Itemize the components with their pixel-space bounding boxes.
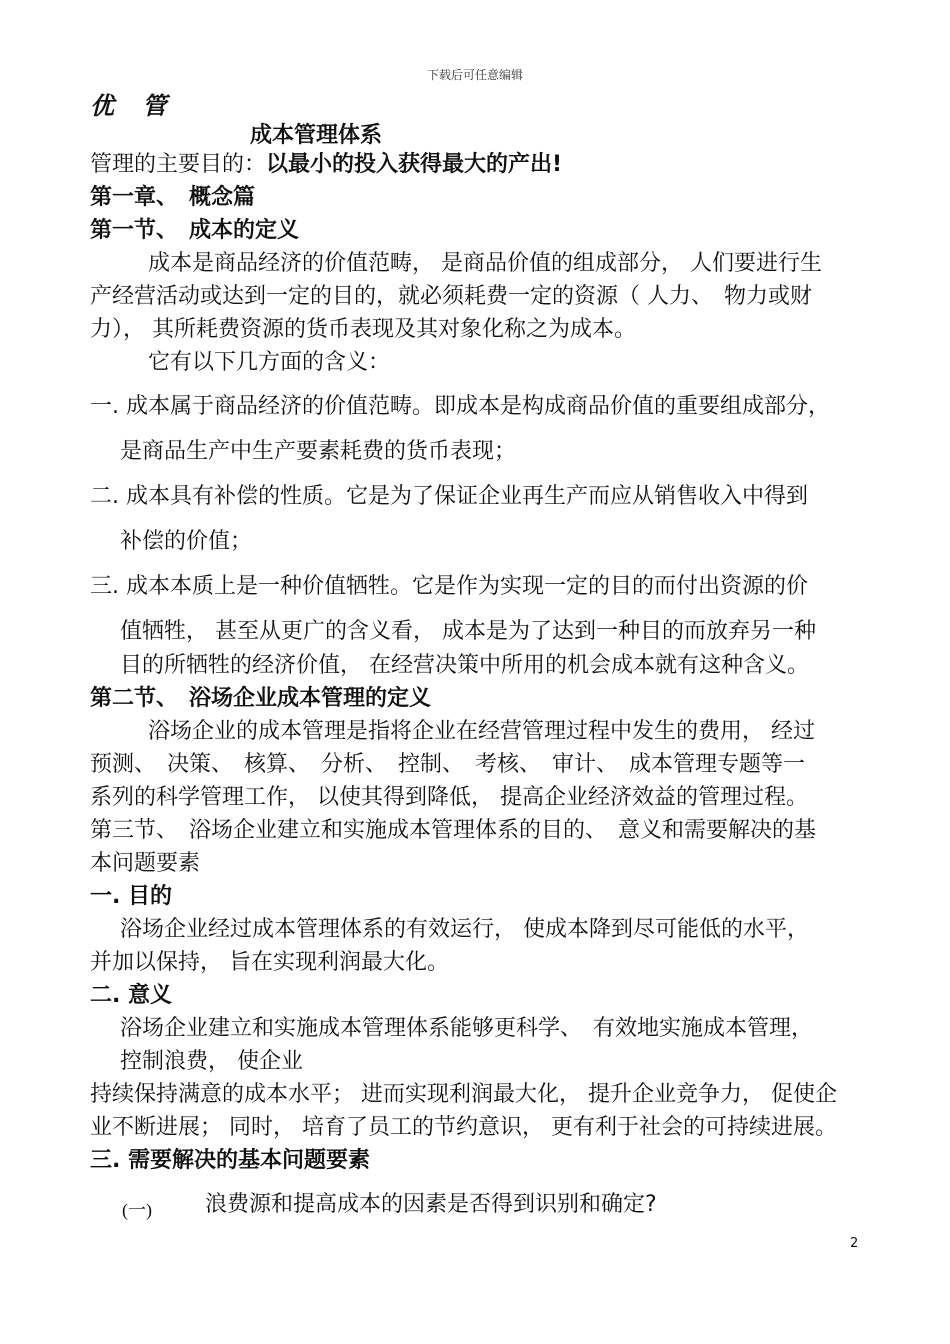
meaning-line3: 持续保持满意的成本水平； 进而实现利润最大化， 提升企业竞争力， 促使企	[90, 1082, 837, 1107]
problem1-text: 浪费源和提高成本的因素是否得到识别和确定?	[205, 1192, 657, 1217]
s2-line2: 预测、 决策、 核算、 分析、 控制、 考核、 审计、 成本管理专题等一	[90, 752, 806, 777]
s2-line3: 系列的科学管理工作， 以使其得到降低， 提高企业经济效益的管理过程。	[90, 785, 808, 810]
meaning3-line3: 目的所牺牲的经济价值， 在经营决策中所用的机会成本就有这种含义。	[120, 653, 809, 678]
goal-line1: 浴场企业经过成本管理体系的有效运行， 使成本降到尽可能低的水平，	[120, 917, 809, 942]
meaning-line2: 控制浪费， 使企业	[120, 1049, 303, 1074]
meaning2-line2: 补偿的价值；	[120, 529, 253, 554]
logo-text: 优 管	[90, 92, 177, 120]
document-title: 成本管理体系	[250, 123, 383, 148]
meaning1-line1: 一. 成本属于商品经济的价值范畴。即成本是构成商品价值的重要组成部分，	[90, 394, 830, 419]
problem1-number: (一)	[122, 1200, 152, 1220]
page-header: 下载后可任意编辑	[426, 68, 523, 82]
s1-para1-line3: 力）， 其所耗费资源的货币表现及其对象化称之为成本。	[90, 317, 636, 342]
chapter-heading: 第一章、 概念篇	[90, 185, 256, 210]
meaning-line4: 业不断进展； 同时， 培育了员工的节约意识， 更有利于社会的可持续进展。	[90, 1115, 837, 1140]
meaning3-line1: 三. 成本本质上是一种价值牺牲。它是作为实现一定的目的而付出资源的价	[90, 574, 808, 599]
goal-line2: 并加以保持， 旨在实现利润最大化。	[90, 950, 449, 975]
page-number: 2	[850, 1236, 859, 1251]
s1-para1-line1: 成本是商品经济的价值范畴， 是商品价值的组成部分， 人们要进行生	[148, 251, 822, 276]
section2-heading: 第二节、 浴场企业成本管理的定义	[90, 686, 432, 711]
section3-heading-line2: 本问题要素	[90, 851, 201, 876]
aim-label: 管理的主要目的：	[90, 152, 267, 177]
meaning3-line2: 值牺牲， 甚至从更广的含义看， 成本是为了达到一种目的而放弃另一种	[120, 619, 816, 644]
problems-heading: 三. 需要解决的基本问题要素	[90, 1148, 371, 1173]
section1-heading: 第一节、 成本的定义	[90, 218, 300, 243]
meaning-heading: 二. 意义	[90, 983, 173, 1008]
s1-para2: 它有以下几方面的含义：	[148, 350, 391, 375]
aim-line	[90, 148, 562, 182]
goal-heading: 一. 目的	[90, 884, 173, 909]
meaning-line1: 浴场企业建立和实施成本管理体系能够更科学、 有效地实施成本管理，	[120, 1016, 814, 1041]
meaning2-line1: 二. 成本具有补偿的性质。它是为了保证企业再生产而应从销售收入中得到	[90, 484, 808, 509]
meaning1-line2: 是商品生产中生产要素耗费的货币表现；	[120, 439, 517, 464]
section3-heading-line1: 第三节、 浴场企业建立和实施成本管理体系的目的、 意义和需要解决的基	[90, 818, 817, 843]
s1-para1-line2: 产经营活动或达到一定的目的，就必须耗费一定的资源（ 人力、 物力或财	[90, 284, 812, 309]
aim-text: 以最小的投入获得最大的产出!	[266, 152, 563, 177]
s2-line1: 浴场企业的成本管理是指将企业在经营管理过程中发生的费用， 经过	[148, 719, 815, 744]
